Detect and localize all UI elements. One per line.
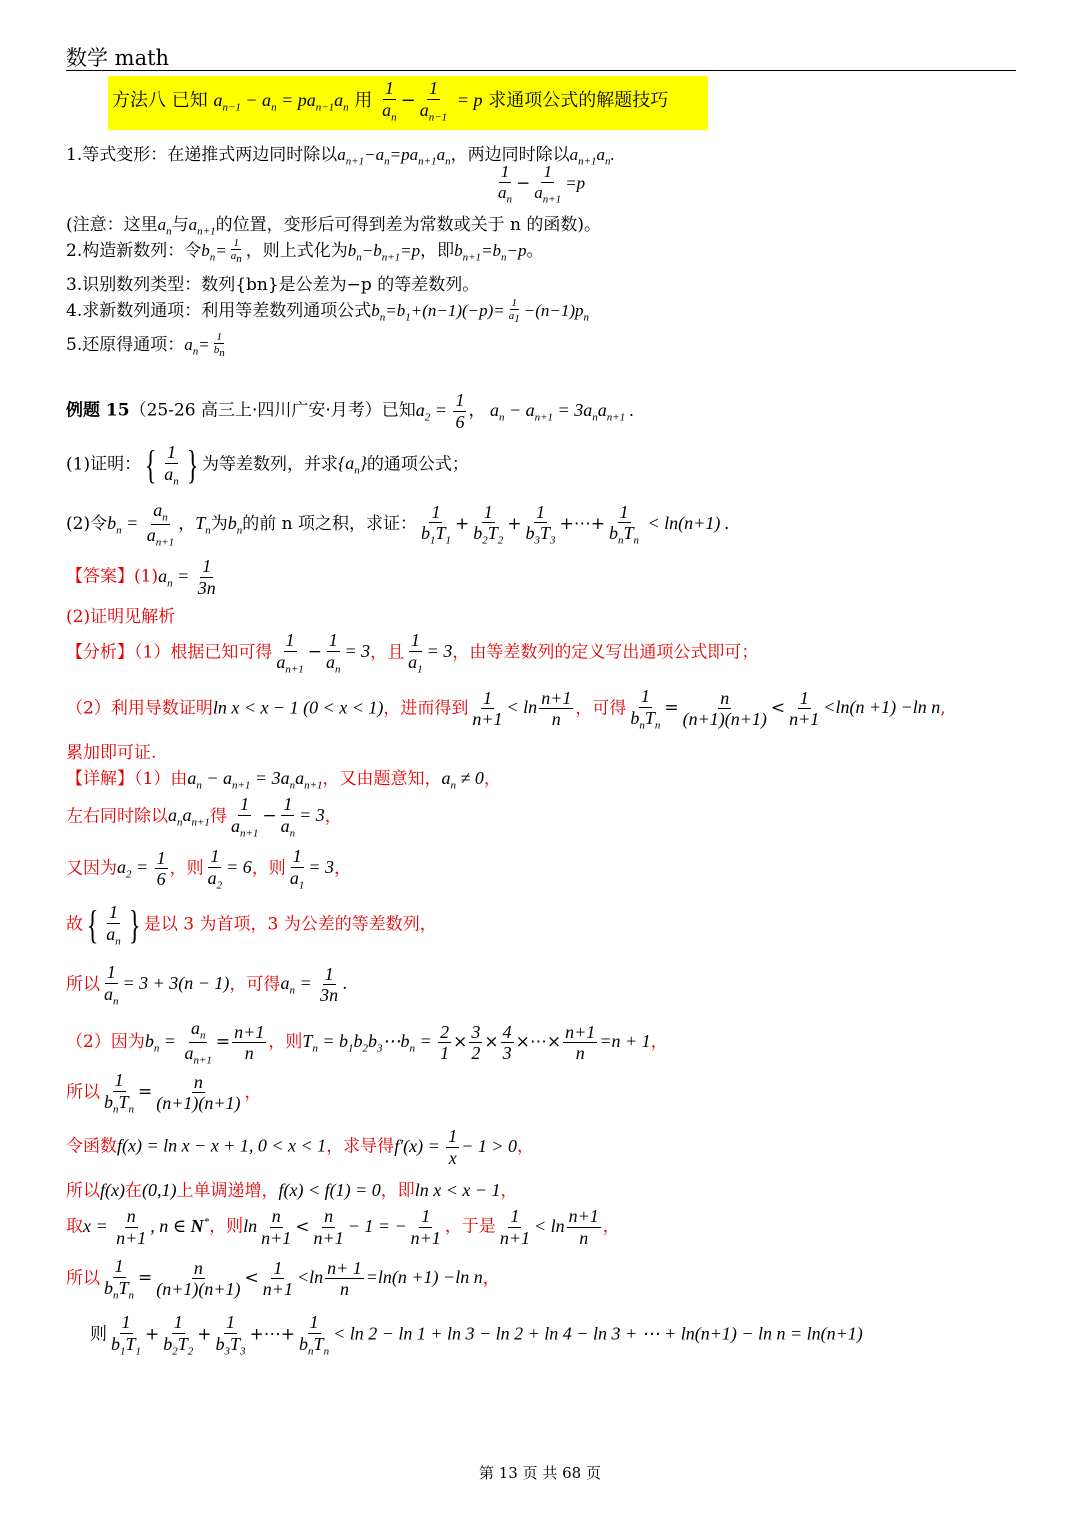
step-2-end: ，即: [420, 241, 455, 261]
analysis-1c: ，由等差数列的定义写出通项公式即可；: [452, 642, 759, 663]
detail-8b: ，求导得: [326, 1136, 395, 1157]
detail-5b: ，可得: [229, 974, 281, 995]
question-2: (2)令$b_n$ = $\frac{a_n}{a_{n+1}}$ ，$T_n$为$b_n$的前 n 项之积，求证： $\frac{1}{b_1T_1}$ + $\frac{1}{b_2T_2}$ + $\frac{1}{b_3T_3}$ +⋯+ $\frac{1}{b_nT_n}$ < ln(n+1) .: [66, 500, 730, 549]
detail-5-text: 所以: [66, 974, 100, 995]
detail-1: 【详解】（1）由$a_n - a_{n+1} = 3a_na_{n+1}$，又由题意知，$a_n \ne 0$，: [66, 768, 501, 792]
detail-12-text: 则: [90, 1324, 107, 1345]
detail-8-text: 令函数: [66, 1136, 117, 1157]
detail-7: 所以 $\frac{1}{b_nT_n}$ = $\frac{n}{(n+1)(n+1)}$ ，: [66, 1070, 262, 1116]
step-1-note-a: (注意：这里: [66, 215, 158, 235]
detail-2: 左右同时除以$a_na_{n+1}$得 $\frac{1}{a_{n+1}}$ − $\frac{1}{a_n}$ = 3，: [66, 794, 342, 840]
detail-3: 又因为$a_2$ = $\frac{1}{6}$ ，则 $\frac{1}{a_2}$ = 6，则 $\frac{1}{a_1}$ = 3，: [66, 846, 351, 892]
detail-3-text: 又因为: [66, 858, 117, 879]
detail-9b: 在: [124, 1181, 142, 1201]
detail-4-text: 故: [66, 914, 83, 935]
analysis-2: （2）利用导数证明ln x < x − 1 (0 < x < 1)，进而得到 $\frac{1}{n+1}$ < ln $\frac{n+1}{n}$ ，可得 $\frac{1}{b_nT_n}$ = $\frac{n}{(n+1)(n+1)}$ < $\frac{1}{n+1}$ <ln(n +1) −ln n,: [66, 686, 946, 732]
answer-1-label: (1): [134, 566, 159, 587]
step-2-label: 2.构造新数列：令: [66, 241, 202, 261]
step-5-label: 5.还原得通项：: [66, 335, 185, 355]
question-1: (1)证明：{ $\frac{1}{a_n}$ } 为等差数列，并求$\{a_n\}$的通项公式；: [66, 441, 469, 488]
analysis-2-text: （2）利用导数证明: [66, 698, 213, 719]
detail-3c: ，则: [251, 858, 286, 879]
step-5: 5.还原得通项：$a_n=$ $\frac{1}{b_n}$: [66, 330, 225, 360]
page-footer: 第 13 页 共 68 页: [478, 1464, 601, 1482]
detail-9c: 上单调递增，: [176, 1181, 279, 1201]
detail-2-text: 左右同时除以: [66, 806, 168, 827]
step-3: 3.识别数列类型：数列{bn}是公差为−p 的等差数列。: [66, 275, 480, 295]
method-title-suffix: 求通项公式的解题技巧: [488, 89, 669, 111]
answer-2: (2)证明见解析: [66, 607, 176, 627]
detail-2b: 得: [209, 806, 227, 827]
detail-4: 故{ $\frac{1}{a_n}$ } 是以 3 为首项，3 为公差的等差数列，: [66, 901, 437, 948]
detail-5: 所以 $\frac{1}{a_n}$ = 3 + 3(n − 1)，可得$a_n$ = $\frac{1}{3n}$ .: [66, 962, 348, 1008]
step-2: 2.构造新数列：令$b_n=$ $\frac{1}{a_n}$ ，则上式化为$b_n-b_{n+1}=p$，即$b_{n+1}=b_n-p$。: [66, 236, 544, 266]
analysis-2b: ，进而得到: [383, 698, 469, 719]
detail-10b: ，则: [209, 1216, 244, 1237]
analysis-1: 【分析】（1）根据已知可得 $\frac{1}{a_{n+1}}$ − $\frac{1}{a_n}$ = 3，且 $\frac{1}{a_1}$ = 3，由等差数列的定义写出通项公式即可；: [66, 630, 759, 676]
example-label: 例题 15: [66, 400, 130, 421]
question-2-label: (2)令: [66, 514, 108, 535]
analysis-1b: ，且: [370, 642, 405, 663]
detail-1b: ，又由题意知，: [322, 769, 442, 789]
step-4-label: 4.求新数列通项：利用等差数列通项公式: [66, 301, 372, 321]
step-1: 1.等式变形：在递推式两边同时除以$a_{n+1}-a_n=pa_{n+1}a_n$，两边同时除以$a_{n+1}a_n$.: [66, 145, 615, 168]
question-1-label: (1)证明：: [66, 454, 142, 475]
step-1-note-c: 的位置，变形后可得到差为常数或关于 n 的函数)。: [215, 215, 601, 235]
method-title-prefix: 方法八 已知: [112, 89, 208, 111]
detail-1-text: （1）由: [134, 769, 188, 789]
detail-7-text: 所以: [66, 1082, 100, 1103]
detail-6: （2）因为$b_n$ = $\frac{a_n}{a_{n+1}}$ = $\frac{n+1}{n}$ ，则$T_n$ = $b_1b_2b_3\cdots b_n$ = $\frac{2}{1}$ × $\frac{3}{2}$ × $\frac{4}{3}$ ×⋯× $\frac{n+1}{n}$ =n + 1，: [66, 1018, 668, 1067]
detail-12: 则 $\frac{1}{b_1T_1}$ + $\frac{1}{b_2T_2}$ + $\frac{1}{b_3T_3}$ +⋯+ $\frac{1}{b_nT_n}$ < ln 2 − ln 1 + ln 3 − ln 2 + ln 4 − ln 3 + ⋯ + ln(n+1) − ln n = ln(n+1): [90, 1312, 863, 1358]
question-2-text2: 的前 n 项之积，求证：: [242, 514, 417, 535]
step-1-note-b: 与: [171, 215, 189, 235]
detail-10-text: 取: [66, 1216, 83, 1237]
step-1-formula: $\frac{1}{a_n}$ − $\frac{1}{a_{n+1}}$ =p: [498, 162, 586, 205]
analysis-label: 【分析】: [66, 642, 134, 663]
method-title: 方法八 已知 $a_{n-1} - a_n = pa_{n-1}a_n$ 用 $\frac{1}{a_n}$ − $\frac{1}{a_{n-1}}$ = p 求通项公式的解题技巧: [112, 78, 669, 124]
method-title-use: 用: [354, 89, 373, 111]
detail-11: 所以 $\frac{1}{b_nT_n}$ = $\frac{n}{(n+1)(n+1)}$ < $\frac{1}{n+1}$ <ln $\frac{n+ 1}{n}$ =ln(n +1) −ln n，: [66, 1256, 500, 1302]
analysis-2c: ，可得: [575, 698, 627, 719]
detail-9-text: 所以: [66, 1181, 100, 1201]
step-1-label: 1.等式变形：在递推式两边同时除以: [66, 145, 338, 165]
step-2-mid: ，则上式化为: [245, 241, 348, 261]
answer-label: 【答案】: [66, 566, 134, 587]
analysis-3: 累加即可证.: [66, 743, 157, 763]
header-title: 数学 math: [66, 46, 170, 70]
header-rule: [66, 70, 1016, 71]
detail-10c: ，于是: [444, 1216, 496, 1237]
detail-11-text: 所以: [66, 1268, 100, 1289]
question-2-text: 为: [210, 514, 228, 535]
example-source: （25-26 高三上·四川广安·月考）已知: [129, 400, 416, 421]
question-1-text: 为等差数列，并求: [202, 454, 338, 475]
detail-6b: ，则: [268, 1032, 303, 1053]
answer-1: 【答案】$(1)a_n$ = $\frac{1}{3n}$: [66, 556, 216, 598]
detail-label: 【详解】: [66, 769, 134, 789]
detail-9d: ，即: [380, 1181, 415, 1201]
detail-9: 所以f(x)在(0,1)上单调递增，f(x) < f(1) = 0，即ln x < x − 1，: [66, 1180, 518, 1201]
step-4: 4.求新数列通项：利用等差数列通项公式$b_n=b_1+(n-1)(-p)=$ $\frac{1}{a_1}$ $-(n-1)p_n$: [66, 296, 590, 326]
analysis-1-text: （1）根据已知可得: [134, 642, 273, 663]
detail-8: 令函数f(x) = ln x − x + 1, 0 < x < 1，求导得f′(x) = $\frac{1}{x}$ − 1 > 0，: [66, 1126, 535, 1168]
step-1-note: (注意：这里$a_n$与$a_{n+1}$的位置，变形后可得到差为常数或关于 n 的函数)。: [66, 215, 601, 238]
detail-6-text: （2）因为: [66, 1032, 145, 1053]
detail-3b: ，则: [169, 858, 204, 879]
detail-4b: 是以 3 为首项，3 为公差的等差数列，: [143, 914, 437, 935]
detail-10: 取x = $\frac{n}{n+1}$ , n ∈ N*，则ln $\frac{n}{n+1}$ < $\frac{n}{n+1}$ − 1 = − $\frac{1}{n+1}$ ，于是 $\frac{1}{n+1}$ < ln $\frac{n+1}{n}$ ，: [66, 1206, 620, 1248]
question-1-end: 的通项公式；: [366, 454, 469, 475]
step-1-mid: ，两边同时除以: [450, 145, 570, 165]
example-header: 例题 15（25-26 高三上·四川广安·月考）已知$a_2$ = $\frac{1}{6}$ ， $a_n - a_{n+1} = 3a_na_{n+1}$ .: [66, 390, 635, 432]
